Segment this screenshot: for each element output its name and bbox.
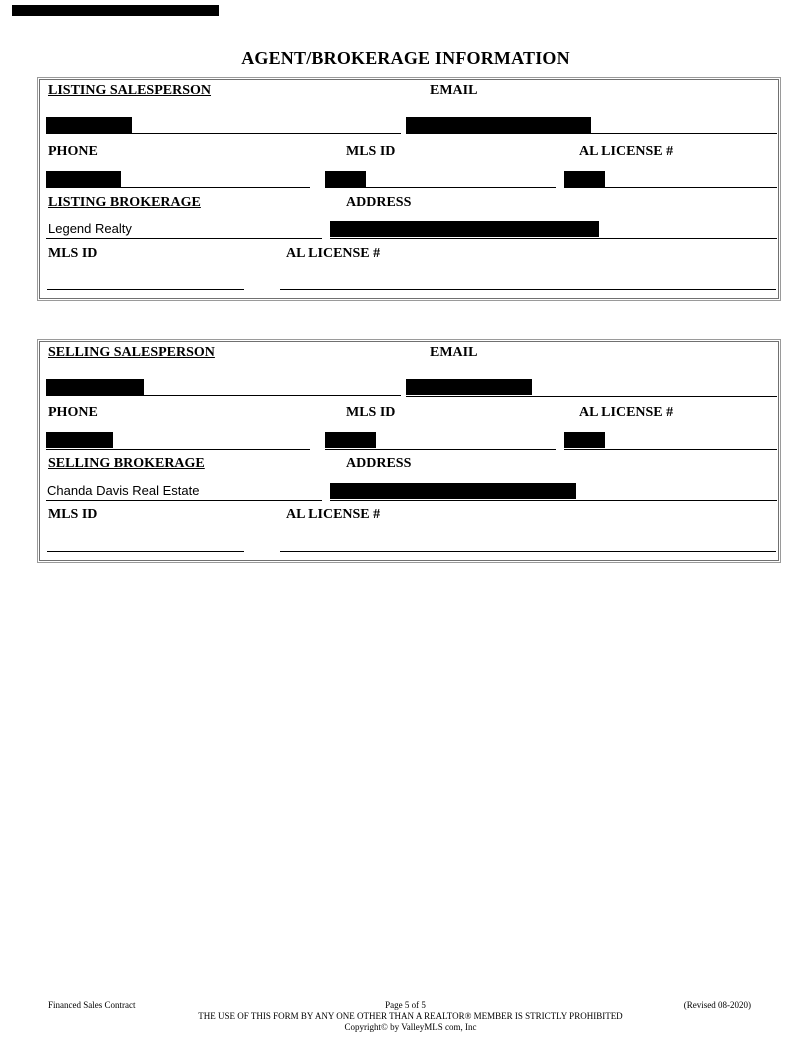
page-title: AGENT/BROKERAGE INFORMATION (241, 48, 570, 68)
header-redaction (12, 5, 219, 16)
selling-salesperson-label: SELLING SALESPERSON (48, 345, 215, 360)
footer-page-number: Page 5 of 5 (385, 1000, 426, 1010)
selling-al-license-redaction (564, 432, 605, 448)
selling-al-license-field[interactable] (564, 449, 777, 450)
footer-notice: THE USE OF THIS FORM BY ANY ONE OTHER THAN A REALTOR® MEMBER IS STRICTLY PROHIBITED (198, 1011, 623, 1021)
selling-brokerage-mls-id-label: MLS ID (48, 507, 98, 522)
listing-address-label: ADDRESS (346, 195, 412, 210)
selling-info-box (37, 339, 781, 563)
listing-brokerage-value: Legend Realty (48, 221, 132, 236)
listing-brokerage-mls-id-label: MLS ID (48, 246, 98, 261)
selling-address-redaction (330, 483, 576, 499)
listing-brokerage-field[interactable] (46, 238, 322, 239)
selling-mls-id-field[interactable] (325, 449, 556, 450)
selling-mls-id-redaction (325, 432, 376, 448)
listing-address-field[interactable] (330, 238, 777, 239)
selling-brokerage-al-license-label: AL LICENSE # (286, 507, 381, 522)
listing-email-label: EMAIL (430, 83, 478, 98)
selling-address-label: ADDRESS (346, 456, 412, 471)
selling-salesperson-field[interactable] (46, 395, 401, 396)
selling-mls-id-label: MLS ID (346, 405, 396, 420)
footer-copyright: Copyright© by ValleyMLS com, Inc (344, 1022, 477, 1032)
selling-email-redaction (406, 379, 532, 395)
listing-mls-id-label: MLS ID (346, 144, 396, 159)
listing-brokerage-mls-id-field[interactable] (47, 289, 244, 290)
selling-brokerage-value: Chanda Davis Real Estate (47, 483, 200, 498)
listing-brokerage-al-license-label: AL LICENSE # (286, 246, 381, 261)
listing-mls-id-field[interactable] (325, 187, 556, 188)
listing-salesperson-redaction (46, 117, 132, 133)
selling-phone-redaction (46, 432, 113, 448)
listing-salesperson-label: LISTING SALESPERSON (48, 83, 212, 98)
listing-salesperson-field[interactable] (46, 133, 401, 134)
selling-brokerage-label: SELLING BROKERAGE (48, 456, 205, 471)
listing-phone-field[interactable] (46, 187, 310, 188)
listing-phone-redaction (46, 171, 121, 187)
listing-address-redaction (330, 221, 599, 237)
listing-al-license-redaction (564, 171, 605, 187)
selling-brokerage-mls-id-field[interactable] (47, 551, 244, 552)
footer-form-name: Financed Sales Contract (48, 1000, 136, 1010)
listing-info-box (37, 77, 781, 301)
footer-revised: (Revised 08-2020) (683, 1000, 751, 1010)
listing-brokerage-al-license-field[interactable] (280, 289, 776, 290)
listing-email-redaction (406, 117, 591, 133)
listing-email-field[interactable] (406, 133, 777, 134)
listing-phone-label: PHONE (48, 144, 98, 159)
selling-al-license-label: AL LICENSE # (579, 405, 674, 420)
selling-email-field[interactable] (406, 396, 777, 397)
listing-al-license-field[interactable] (564, 187, 777, 188)
selling-salesperson-redaction (46, 379, 144, 395)
selling-address-field[interactable] (330, 500, 777, 501)
listing-al-license-label: AL LICENSE # (579, 144, 674, 159)
selling-phone-field[interactable] (46, 449, 310, 450)
listing-brokerage-label: LISTING BROKERAGE (48, 195, 201, 210)
listing-mls-id-redaction (325, 171, 366, 187)
selling-email-label: EMAIL (430, 345, 478, 360)
selling-brokerage-al-license-field[interactable] (280, 551, 776, 552)
selling-phone-label: PHONE (48, 405, 98, 420)
selling-brokerage-field[interactable] (46, 500, 322, 501)
